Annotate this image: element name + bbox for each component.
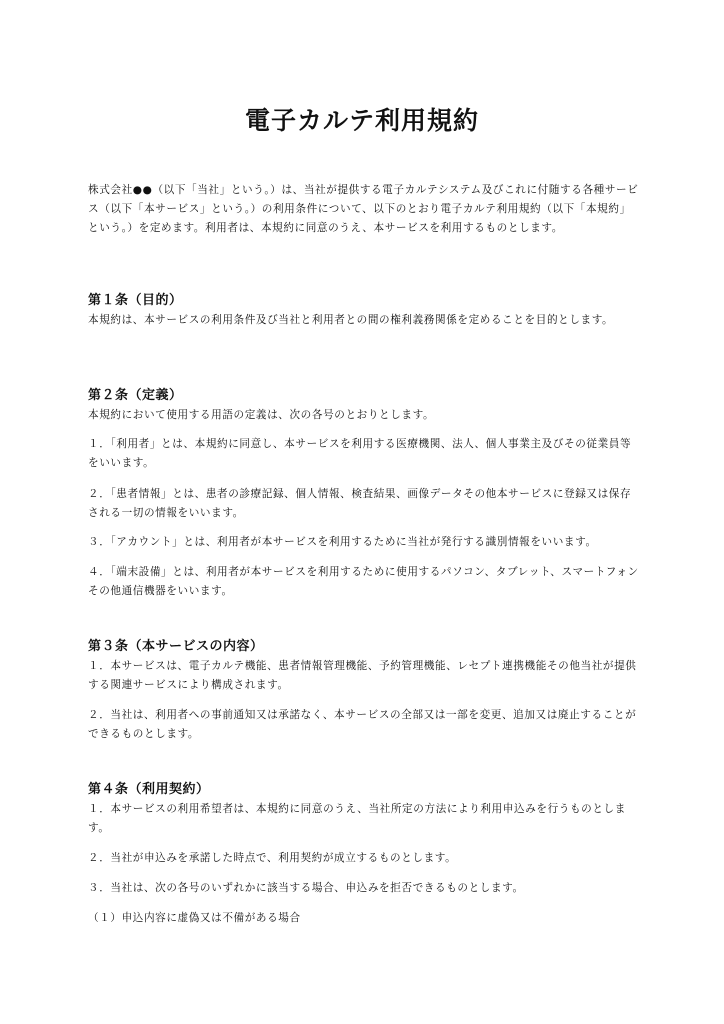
article-2-paragraph-4: ３．「アカウント」とは、利用者が本サービスを利用するために当社が発行する識別情報をいいます。 [88,536,597,548]
article-2-paragraph-5: ４．「端末設備」とは、利用者が本サービスを利用するために使用するパソコン、タブレット、スマートフォンその他通信機器をいいます。 [88,566,639,597]
intro-paragraph: 株式会社●●（以下「当社」という。）は、当社が提供する電子カルテシステム及びこれに付随する各種サービス（以下「本サービス」という。）の利用条件について、以下のとおり電子カルテ利用規約（以下「本規約」という。）を定めます。利用者は、本規約に同意のうえ、本サービスを利用するものとします。 [88,184,639,234]
article-2-heading: 第２条（定義） [88,388,183,403]
article-3-paragraph-1: １．本サービスは、電子カルテ機能、患者情報管理機能、予約管理機能、レセプト連携機能その他当社が提供する関連サービスにより構成されます。 [88,660,637,691]
article-4-paragraph-2: ２．当社が申込みを承諾した時点で、利用契約が成立するものとします。 [88,852,457,864]
article-3-paragraph-2: ２．当社は、利用者への事前通知又は承諾なく、本サービスの全部又は一部を変更、追加又は廃止することができるものとします。 [88,709,637,740]
article-3-heading: 第３条（本サービスの内容） [88,639,264,654]
article-4-paragraph-3: ３．当社は、次の各号のいずれかに該当する場合、申込みを拒否できるものとします。 [88,882,524,894]
document-title: 電子カルテ利用規約 [244,106,479,135]
article-2-paragraph-3: ２．「患者情報」とは、患者の診療記録、個人情報、検査結果、画像データその他本サービスに登録又は保存される一切の情報をいいます。 [88,488,632,519]
article-2-paragraph-1: 本規約において使用する用語の定義は、次の各号のとおりとします。 [88,409,435,421]
article-1-paragraph-1: 本規約は、本サービスの利用条件及び当社と利用者との間の権利義務関係を定めることを目的とします。 [88,314,614,326]
article-4-paragraph-1: １．本サービスの利用希望者は、本規約に同意のうえ、当社所定の方法により利用申込みを行うものとします。 [88,803,626,834]
article-4-heading: 第４条（利用契約） [88,782,210,797]
article-1-heading: 第１条（目的） [88,293,183,308]
article-2-paragraph-2: １．「利用者」とは、本規約に同意し、本サービスを利用する医療機関、法人、個人事業主及びその従業員等をいいます。 [88,438,632,469]
article-4-item-1: （１）申込内容に虚偽又は不備がある場合 [88,912,301,924]
